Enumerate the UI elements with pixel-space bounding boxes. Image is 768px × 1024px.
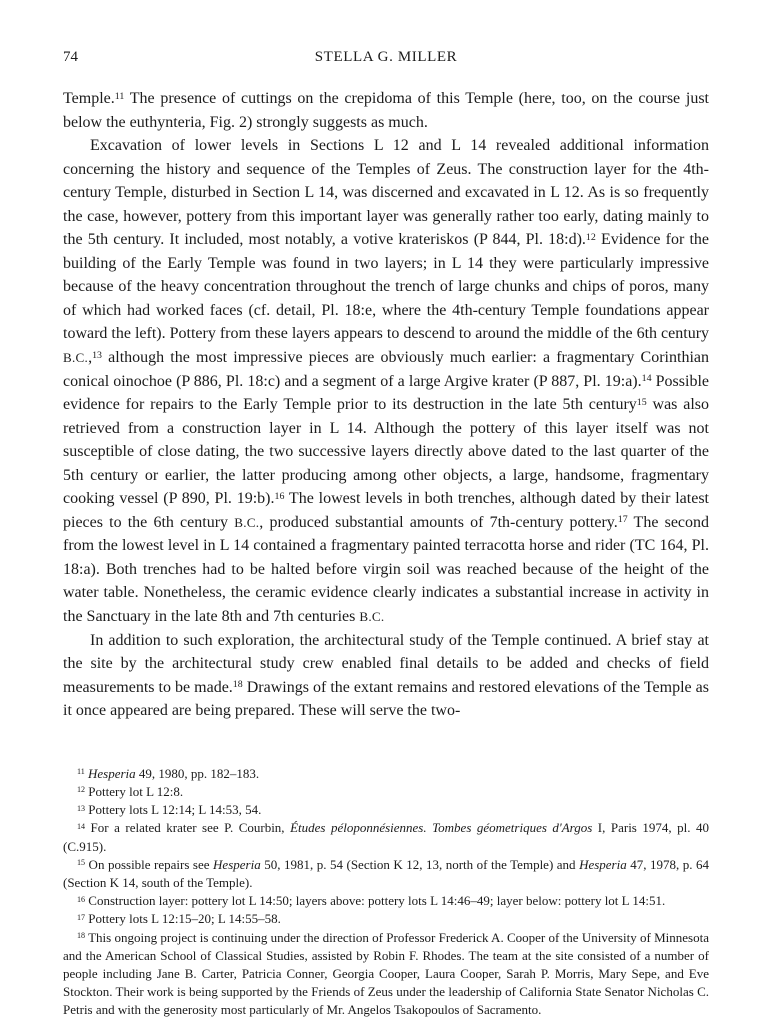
footnote-ref: 14 xyxy=(641,373,652,385)
footnote xyxy=(63,929,709,1020)
running-title: STELLA G. MILLER xyxy=(314,49,458,65)
text-run: although the most impressive pieces are obviously much earlier: a fragmentary Corinthian conical oinochoe (P 886, Pl. 18:c) and a segment of a large Argive krater (P 887, Pl. 19:a). xyxy=(63,349,709,390)
text-run: , xyxy=(88,349,93,367)
text-run: was also retrieved from a construction layer in L 14. Although the pottery of this layer itself was not susceptible of close dating, the two successive layers directly above dated to the last quarter of the 5th century or earlier, the latter producing among other objects, a large, handsome, fragmentary cooking vessel (P 890, Pl. 19:b). xyxy=(63,396,710,508)
text-run: 47, 1978, p. 64 (Section K 14, south of the Temple). xyxy=(63,856,710,890)
footnote-ref: 12 xyxy=(585,231,596,243)
footnote xyxy=(63,819,709,855)
italic-text-run: Études péloponnésiennes. Tombes géometriques d'Argos xyxy=(290,820,593,836)
smallcaps-text-run: B.C. xyxy=(234,514,260,530)
smallcaps-text-run: B.C. xyxy=(359,609,385,625)
text-run: 50, 1981, p. 54 (Section K 12, 13, north of the Temple) and xyxy=(260,856,580,872)
footnote xyxy=(63,801,709,819)
footnote-ref: 16 xyxy=(77,894,86,904)
text-run: Evidence for the building of the Early Temple was found in two layers; in L 14 they were particularly impressive because of the heavy concentration throughout the trench of large chunks and chips of poros, many of which had worked faces (cf. detail, Pl. 18:e, where the 4th-century Temple foundations appear toward the left). Pottery from these layers appears to descend to around the middle of the 6th century xyxy=(63,231,710,343)
text-run: On possible repairs see xyxy=(85,856,214,872)
article-body xyxy=(63,87,709,723)
text-run: Temple. xyxy=(63,90,115,107)
footnote-ref: 16 xyxy=(274,490,285,502)
paragraph xyxy=(63,629,709,723)
paragraph xyxy=(63,134,709,628)
text-run: Pottery lots L 12:15–20; L 14:55–58. xyxy=(85,911,281,927)
footnote-ref: 13 xyxy=(77,803,86,813)
footnote-ref: 17 xyxy=(617,514,628,526)
footnote-ref: 13 xyxy=(92,349,102,361)
text-run: Excavation of lower levels in Sections L 12 and L 14 revealed additional information concerning the history and sequence of the Temples of Zeus. The construction layer for the 4th-century Temple, disturbed in Section L 14, was discerned and excavated in L 12. As is so frequently the case, however, pottery from this important layer was generally rather too early, dating mainly to the 5th century. It included, most notably, a votive krateriskos (P 844, Pl. 18:d). xyxy=(63,137,709,249)
text-run: Construction layer: pottery lot L 14:50; layers above: pottery lots L 14:46–49; layer below: pottery lot L 14:51. xyxy=(85,893,666,909)
page-number: 74 xyxy=(63,49,78,65)
text-run: For a related krater see P. Courbin, xyxy=(85,820,291,836)
footnote xyxy=(63,910,709,928)
smallcaps-text-run: B.C. xyxy=(63,350,89,366)
text-run: The lowest levels in both trenches, although dated by their latest pieces to the 6th century xyxy=(63,490,709,531)
text-run: Pottery lot L 12:8. xyxy=(85,783,184,799)
italic-text-run: Hesperia xyxy=(213,856,261,872)
footnote-ref: 14 xyxy=(77,821,86,831)
running-head xyxy=(63,49,709,69)
text-run: Drawings of the extant remains and restored elevations of the Temple as it once appeared are being prepared. These will serve the two- xyxy=(63,678,709,720)
italic-text-run: Hesperia xyxy=(88,765,136,781)
footnote xyxy=(63,892,709,910)
page-content xyxy=(63,49,709,1020)
text-run: The presence of cuttings on the crepidoma of this Temple (here, too, on the course just below the euthynteria, Fig. 2) strongly suggests as much. xyxy=(63,90,709,131)
footnote-ref: 11 xyxy=(114,90,125,102)
text-run: This ongoing project is continuing under the direction of Professor Frederick A. Cooper of the University of Minnesota and the American School of Classical Studies, assisted by Robin F. Rhodes. The team at the site consisted of a number of people including Jane B. Carter, Patricia Conner, Georgia Cooper, Laura Cooper, Sarah P. Morris, Mary Sepe, and Eve Stockton. Their work is being supported by the Friends of Zeus under the leadership of California State Senator Nicholas C. Petris and with the generosity most particularly of Mr. Angelos Tsakopoulos of Sacramento. xyxy=(63,929,709,1018)
text-run: In addition to such exploration, the architectural study of the Temple continued. A brief stay at the site by the architectural study crew enabled final details to be added and checks of field measurements to be made. xyxy=(63,631,709,696)
italic-text-run: Hesperia xyxy=(579,856,627,872)
footnote-ref: 15 xyxy=(636,396,647,408)
footnote-ref: 12 xyxy=(77,785,86,795)
paragraph xyxy=(63,87,709,134)
footnote-ref: 18 xyxy=(77,930,86,940)
text-run: 49, 1980, pp. 182–183. xyxy=(135,765,260,781)
footnotes-section xyxy=(63,765,709,1020)
text-run: Possible evidence for repairs to the Early Temple prior to its destruction in the late 5th century xyxy=(63,372,710,414)
footnote xyxy=(63,765,709,783)
footnote-ref: 17 xyxy=(77,912,86,922)
footnote xyxy=(63,856,709,892)
footnote-ref: 18 xyxy=(232,679,243,691)
text-run: , produced substantial amounts of 7th-century pottery. xyxy=(259,513,618,531)
footnote-ref: 15 xyxy=(77,858,86,868)
footnote xyxy=(63,783,709,801)
footnote-ref: 11 xyxy=(77,767,85,777)
text-run: I, Paris 1974, pl. 40 (C.915). xyxy=(63,820,709,854)
text-run: The second from the lowest level in L 14 contained a fragmentary painted terracotta horse and rider (TC 164, Pl. 18:a). Both trenches had to be halted before virgin soil was reached because of the height of the water table. Nonetheless, the ceramic evidence clearly indicates a substantial increase in activity in the Sanctuary in the late 8th and 7th centuries xyxy=(63,513,710,626)
text-run: Pottery lots L 12:14; L 14:53, 54. xyxy=(85,802,262,818)
